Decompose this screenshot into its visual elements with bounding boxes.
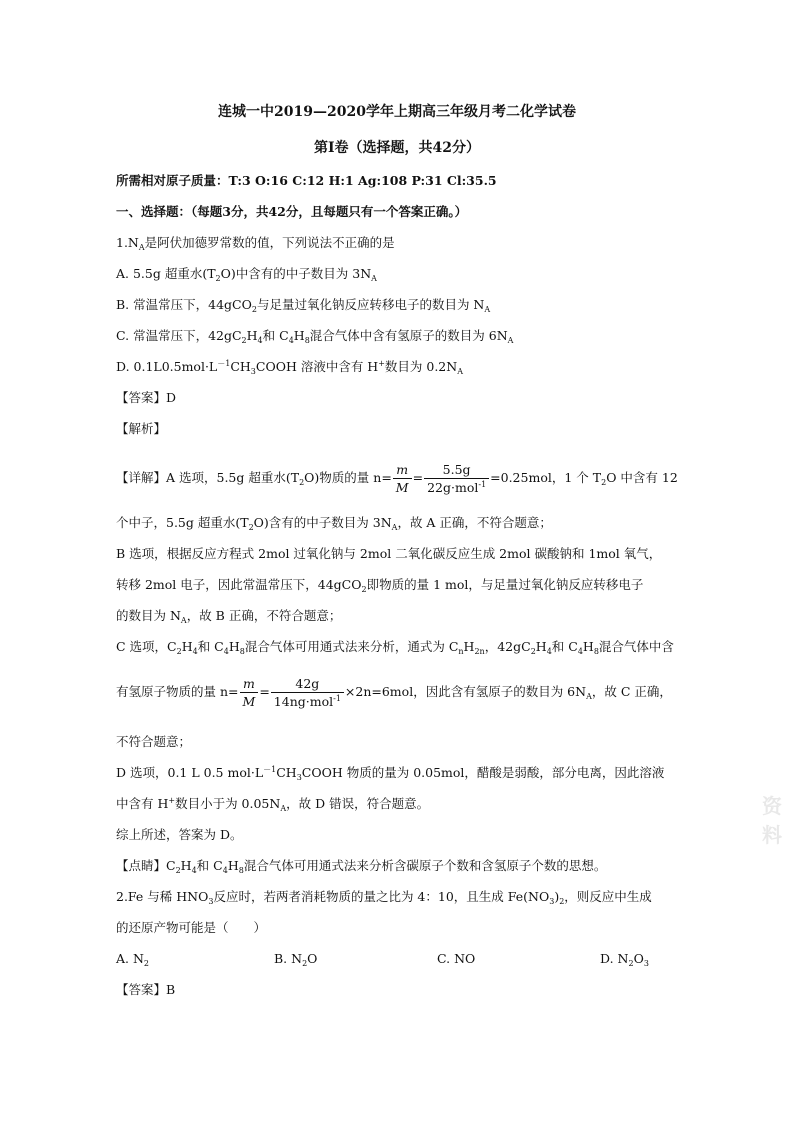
question-1-option-b: B. 常温常压下，44gCO$_2$与足量过氧化钠反应转移电子的数目为 $N_A$: [116, 297, 491, 314]
detail-b-line-2: 转移 2mol 电子，因此常温常压下，44gCO$_2$即物质的量 1 mol，与足量过氧化钠反应转移电子: [116, 577, 644, 594]
question-2-answer: 【答案】B: [116, 982, 176, 997]
question-1-stem: $1.N_A$是阿伏加德罗常数的值，下列说法不正确的是: [116, 235, 395, 252]
section-heading: 第Ⅰ卷（选择题，共42分）: [313, 140, 481, 156]
question-1-option-d: D. $0.1L0.5mol\cdot L^{-1}CH_3COOH$ 溶液中含有 H+数目为 $0.2N_A$: [116, 359, 463, 376]
detail-d-line-1: D 选项，0.1 L 0.5 $mol\cdot L^{-1}CH_3COOH$ 物质的量为 0.05mol，醋酸是弱酸，部分电离，因此溶液: [116, 765, 665, 782]
watermark: 资料: [762, 794, 782, 847]
summary: 综上所述，答案为 D。: [116, 827, 243, 842]
detail-a-line-1: 【详解】A 选项，5.5g 超重水$(T_2O)$物质的量 n= $\frac{m}{M}$ = $\frac{5.5g}{22g\cdot mol^{-1}}$ =0.25mol，1 个 $T_2O$ 中含有 12: [116, 462, 678, 495]
question-2-option-c: C. NO: [437, 951, 476, 966]
question-1-analysis-label: 【解析】: [116, 421, 167, 436]
question-2-option-d: D. $N_2O_3$: [600, 951, 649, 968]
question-1-option-c: C. 常温常压下，$42gC_2H_4$和 $C_4H_8$混合气体中含有氢原子的数目为 $6N_A$: [116, 328, 514, 345]
question-2-option-b: B. $N_2O$: [274, 951, 318, 968]
tip: 【点睛】$C_2H_4$和 $C_4H_8$混合气体可用通式法来分析含碳原子个数和含氢原子个数的思想。: [116, 858, 607, 875]
atomic-masses: 所需相对原子质量：T:3 O:16 C:12 H:1 Ag:108 P:31 Cl:35.5: [116, 173, 497, 188]
question-2-stem-line-2: 的还原产物可能是（ ）: [116, 920, 267, 935]
fraction-m-over-M-2: $\frac{m}{M}$: [240, 676, 259, 709]
question-2-stem-line-1: 2.Fe 与稀 $HNO_3$反应时，若两者消耗物质的量之比为 4：10，且生成 $Fe(NO_3)_2$，则反应中生成: [116, 889, 652, 906]
detail-b-line-3: 的数目为 $N_A$，故 B 正确，不符合题意；: [116, 608, 342, 625]
fraction-m-over-M: $\frac{m}{M}$: [393, 462, 412, 495]
question-1-answer: 【答案】D: [116, 390, 177, 405]
detail-b-line-1: B 选项，根据反应方程式 2mol 过氧化钠与 2mol 二氧化碳反应生成 2mol 碳酸钠和 1mol 氧气，: [116, 546, 662, 561]
fraction-mass-over-molar-mass: $\frac{5.5g}{22g\cdot mol^{-1}}$: [424, 462, 489, 495]
detail-a-line-2: 个中子，5.5g 超重水$(T_2O)$含有的中子数目为 $3N_A$，故 A 正确，不符合题意；: [116, 515, 552, 532]
detail-c-line-1: C 选项，$C_2H_4$和 $C_4H_8$混合气体可用通式法来分析，通式为 $C_nH_{2n}$，$42gC_2H_4$和 $C_4H_8$混合气体中含: [116, 639, 674, 656]
part-heading: 一、选择题：（每题3分，共42分，且每题只有一个答案正确。）: [116, 204, 468, 219]
question-2-option-a: A. $N_2$: [116, 951, 150, 968]
fraction-42g-over-14n: $\frac{42g}{14ng\cdot mol^{-1}}$: [271, 676, 344, 709]
detail-d-line-2: 中含有 H+数目小于为 $0.05N_A$，故 D 错误，符合题意。: [116, 796, 430, 813]
detail-c-line-2: 有氢原子物质的量 n= $\frac{m}{M}$ = $\frac{42g}{14ng\cdot mol^{-1}}$ ×2n=6mol，因此含有氢原子的数目为 $6N_A$，故 C 正确，: [116, 676, 672, 709]
question-1-option-a: A. 5.5g 超重水$(T_2O)$中含有的中子数目为 $3N_A$: [116, 266, 377, 283]
exam-title: 连城一中2019—2020学年上期高三年级月考二化学试卷: [218, 104, 576, 120]
detail-c-line-3: 不符合题意；: [116, 734, 192, 749]
